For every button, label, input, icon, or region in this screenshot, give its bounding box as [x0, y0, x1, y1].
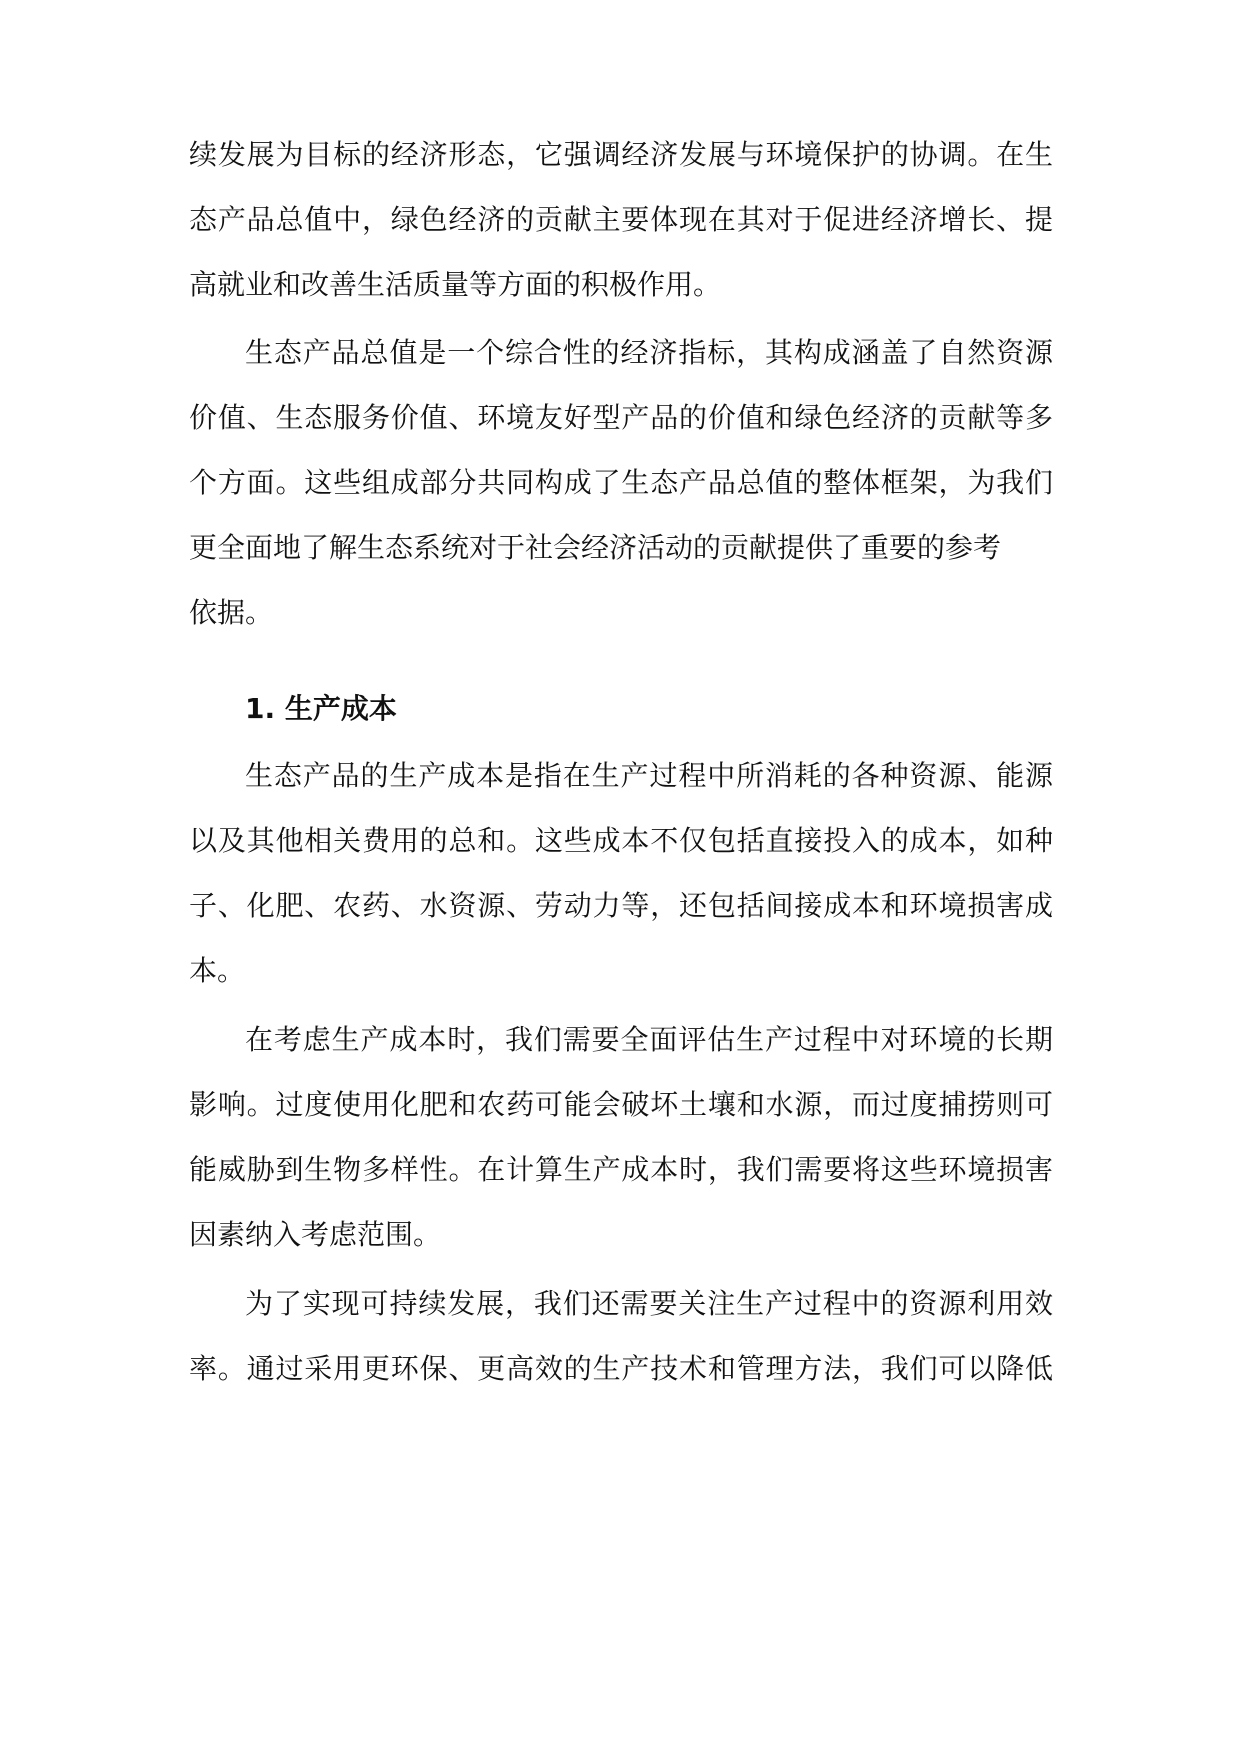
paragraph-line: 个方面。这些组成部分共同构成了生态产品总值的整体框架，为我们 — [189, 466, 1053, 499]
paragraph-line: 价值、生态服务价值、环境友好型产品的价值和绿色经济的贡献等多 — [189, 401, 1053, 434]
paragraph-line: 能威胁到生物多样性。在计算生产成本时，我们需要将这些环境损害 — [189, 1153, 1053, 1186]
paragraph-line: 在考虑生产成本时，我们需要全面评估生产过程中对环境的长期 — [245, 1023, 1053, 1056]
paragraph-line: 依据。 — [189, 596, 274, 629]
paragraph-line: 率。通过采用更环保、更高效的生产技术和管理方法，我们可以降低 — [189, 1352, 1053, 1385]
paragraph-line: 高就业和改善生活质量等方面的积极作用。 — [189, 268, 722, 301]
paragraph-line: 生态产品总值是一个综合性的经济指标，其构成涵盖了自然资源 — [245, 336, 1053, 369]
paragraph-line: 本。 — [189, 954, 246, 987]
paragraph-line: 态产品总值中，绿色经济的贡献主要体现在其对于促进经济增长、提 — [189, 203, 1053, 236]
section-heading: 1. 生产成本 — [245, 692, 397, 725]
paragraph-line: 因素纳入考虑范围。 — [189, 1218, 442, 1251]
paragraph-line: 以及其他相关费用的总和。这些成本不仅包括直接投入的成本，如种 — [189, 824, 1053, 857]
paragraph-line: 更全面地了解生态系统对于社会经济活动的贡献提供了重要的参考 — [189, 531, 1002, 564]
paragraph-line: 生态产品的生产成本是指在生产过程中所消耗的各种资源、能源 — [245, 759, 1053, 792]
paragraph-line: 影响。过度使用化肥和农药可能会破坏土壤和水源，而过度捕捞则可 — [189, 1088, 1053, 1121]
paragraph-line: 为了实现可持续发展，我们还需要关注生产过程中的资源利用效 — [245, 1287, 1053, 1320]
paragraph-line: 子、化肥、农药、水资源、劳动力等，还包括间接成本和环境损害成 — [189, 889, 1053, 922]
paragraph-line: 续发展为目标的经济形态，它强调经济发展与环境保护的协调。在生 — [189, 138, 1053, 171]
